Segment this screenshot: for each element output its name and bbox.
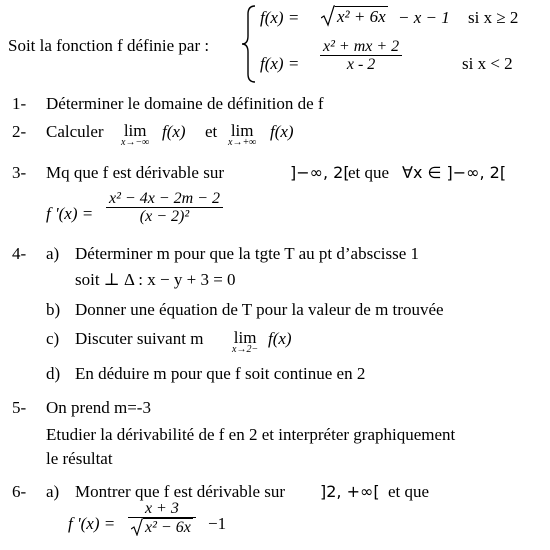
q2-lim-minus: lim x→−∞ (121, 121, 150, 148)
piecewise-brace (240, 4, 258, 84)
q3-interval: ]−∞, 2[ (290, 163, 350, 182)
q5-text2: Etudier la dérivabilité de f en 2 et interpréter graphiquement (46, 425, 456, 444)
q5-number: 5- (12, 398, 27, 417)
q4c-letter: c) (46, 329, 60, 348)
q4-number: 4- (12, 244, 27, 263)
piece2-fraction: $\frac{\text{x² + mx + 2}}{x - 2}$ (320, 38, 402, 73)
q4a-letter: a) (46, 244, 60, 263)
piece2-condition: si x < 2 (462, 54, 513, 73)
q3-et-que: et que (348, 163, 390, 182)
q5-text3: le résultat (46, 449, 113, 468)
q6a-text: Montrer que f est dérivable sur (75, 482, 286, 501)
q2-number: 2- (12, 122, 27, 141)
q6a-letter: a) (46, 482, 60, 501)
q4c-lim: lim x→2− (232, 328, 259, 355)
q6a-et-que: et que (388, 482, 430, 501)
piece1-rest: − x − 1 (398, 8, 450, 27)
q4a-text: Déterminer m pour que la tgte T au pt d’abscisse 1 (75, 244, 420, 263)
q3-text: Mq que f est dérivable sur (46, 163, 224, 182)
q6-fraction: $\frac{x + 3}{\text{x² − 6x}}$ (128, 500, 196, 536)
q6-tail: −1 (208, 514, 227, 533)
q4a-text2: soit ⊥ Δ : x − y + 3 = 0 (75, 270, 236, 289)
sqrt-icon (131, 518, 143, 536)
q2-et: et (205, 122, 218, 141)
piece2-fx: f(x) = (260, 54, 300, 73)
q4c-fx: f(x) (268, 329, 292, 348)
q1-text: Déterminer le domaine de définition de f (46, 94, 324, 113)
piece1-condition: si x ≥ 2 (468, 8, 519, 27)
q6-fprime: f '(x) = (68, 514, 116, 533)
q6-number: 6- (12, 482, 27, 501)
q2-fx2: f(x) (270, 122, 294, 141)
q4b-text: Donner une équation de T pour la valeur de m trouvée (75, 300, 444, 319)
piece1-fx: f(x) = (260, 8, 300, 27)
q5-text: On prend m=-3 (46, 398, 151, 417)
q6a-interval: ]2, +∞[ (320, 482, 380, 501)
q3-number: 3- (12, 163, 27, 182)
q4b-letter: b) (46, 300, 61, 319)
sqrt-icon (321, 5, 335, 27)
q3-forall: ∀x ∈ ]−∞, 2[ (402, 163, 507, 182)
q2-text: Calculer (46, 122, 104, 141)
q3-fraction: $\frac{\text{x² − 4x − 2m − 2}}{\text{(x − 2)²}}$ (106, 190, 223, 225)
q1-number: 1- (12, 94, 27, 113)
intro-text: Soit la fonction f définie par : (8, 36, 210, 55)
q3-fprime: f '(x) = (46, 204, 94, 223)
q2-fx1: f(x) (162, 122, 186, 141)
q4d-text: En déduire m pour que f soit continue en 2 (75, 364, 366, 383)
q4c-text: Discuter suivant m (75, 329, 204, 348)
q4d-letter: d) (46, 364, 61, 383)
piece1-sqrt: x² + 6x (321, 5, 388, 27)
q2-lim-plus: lim x→+∞ (228, 121, 257, 148)
